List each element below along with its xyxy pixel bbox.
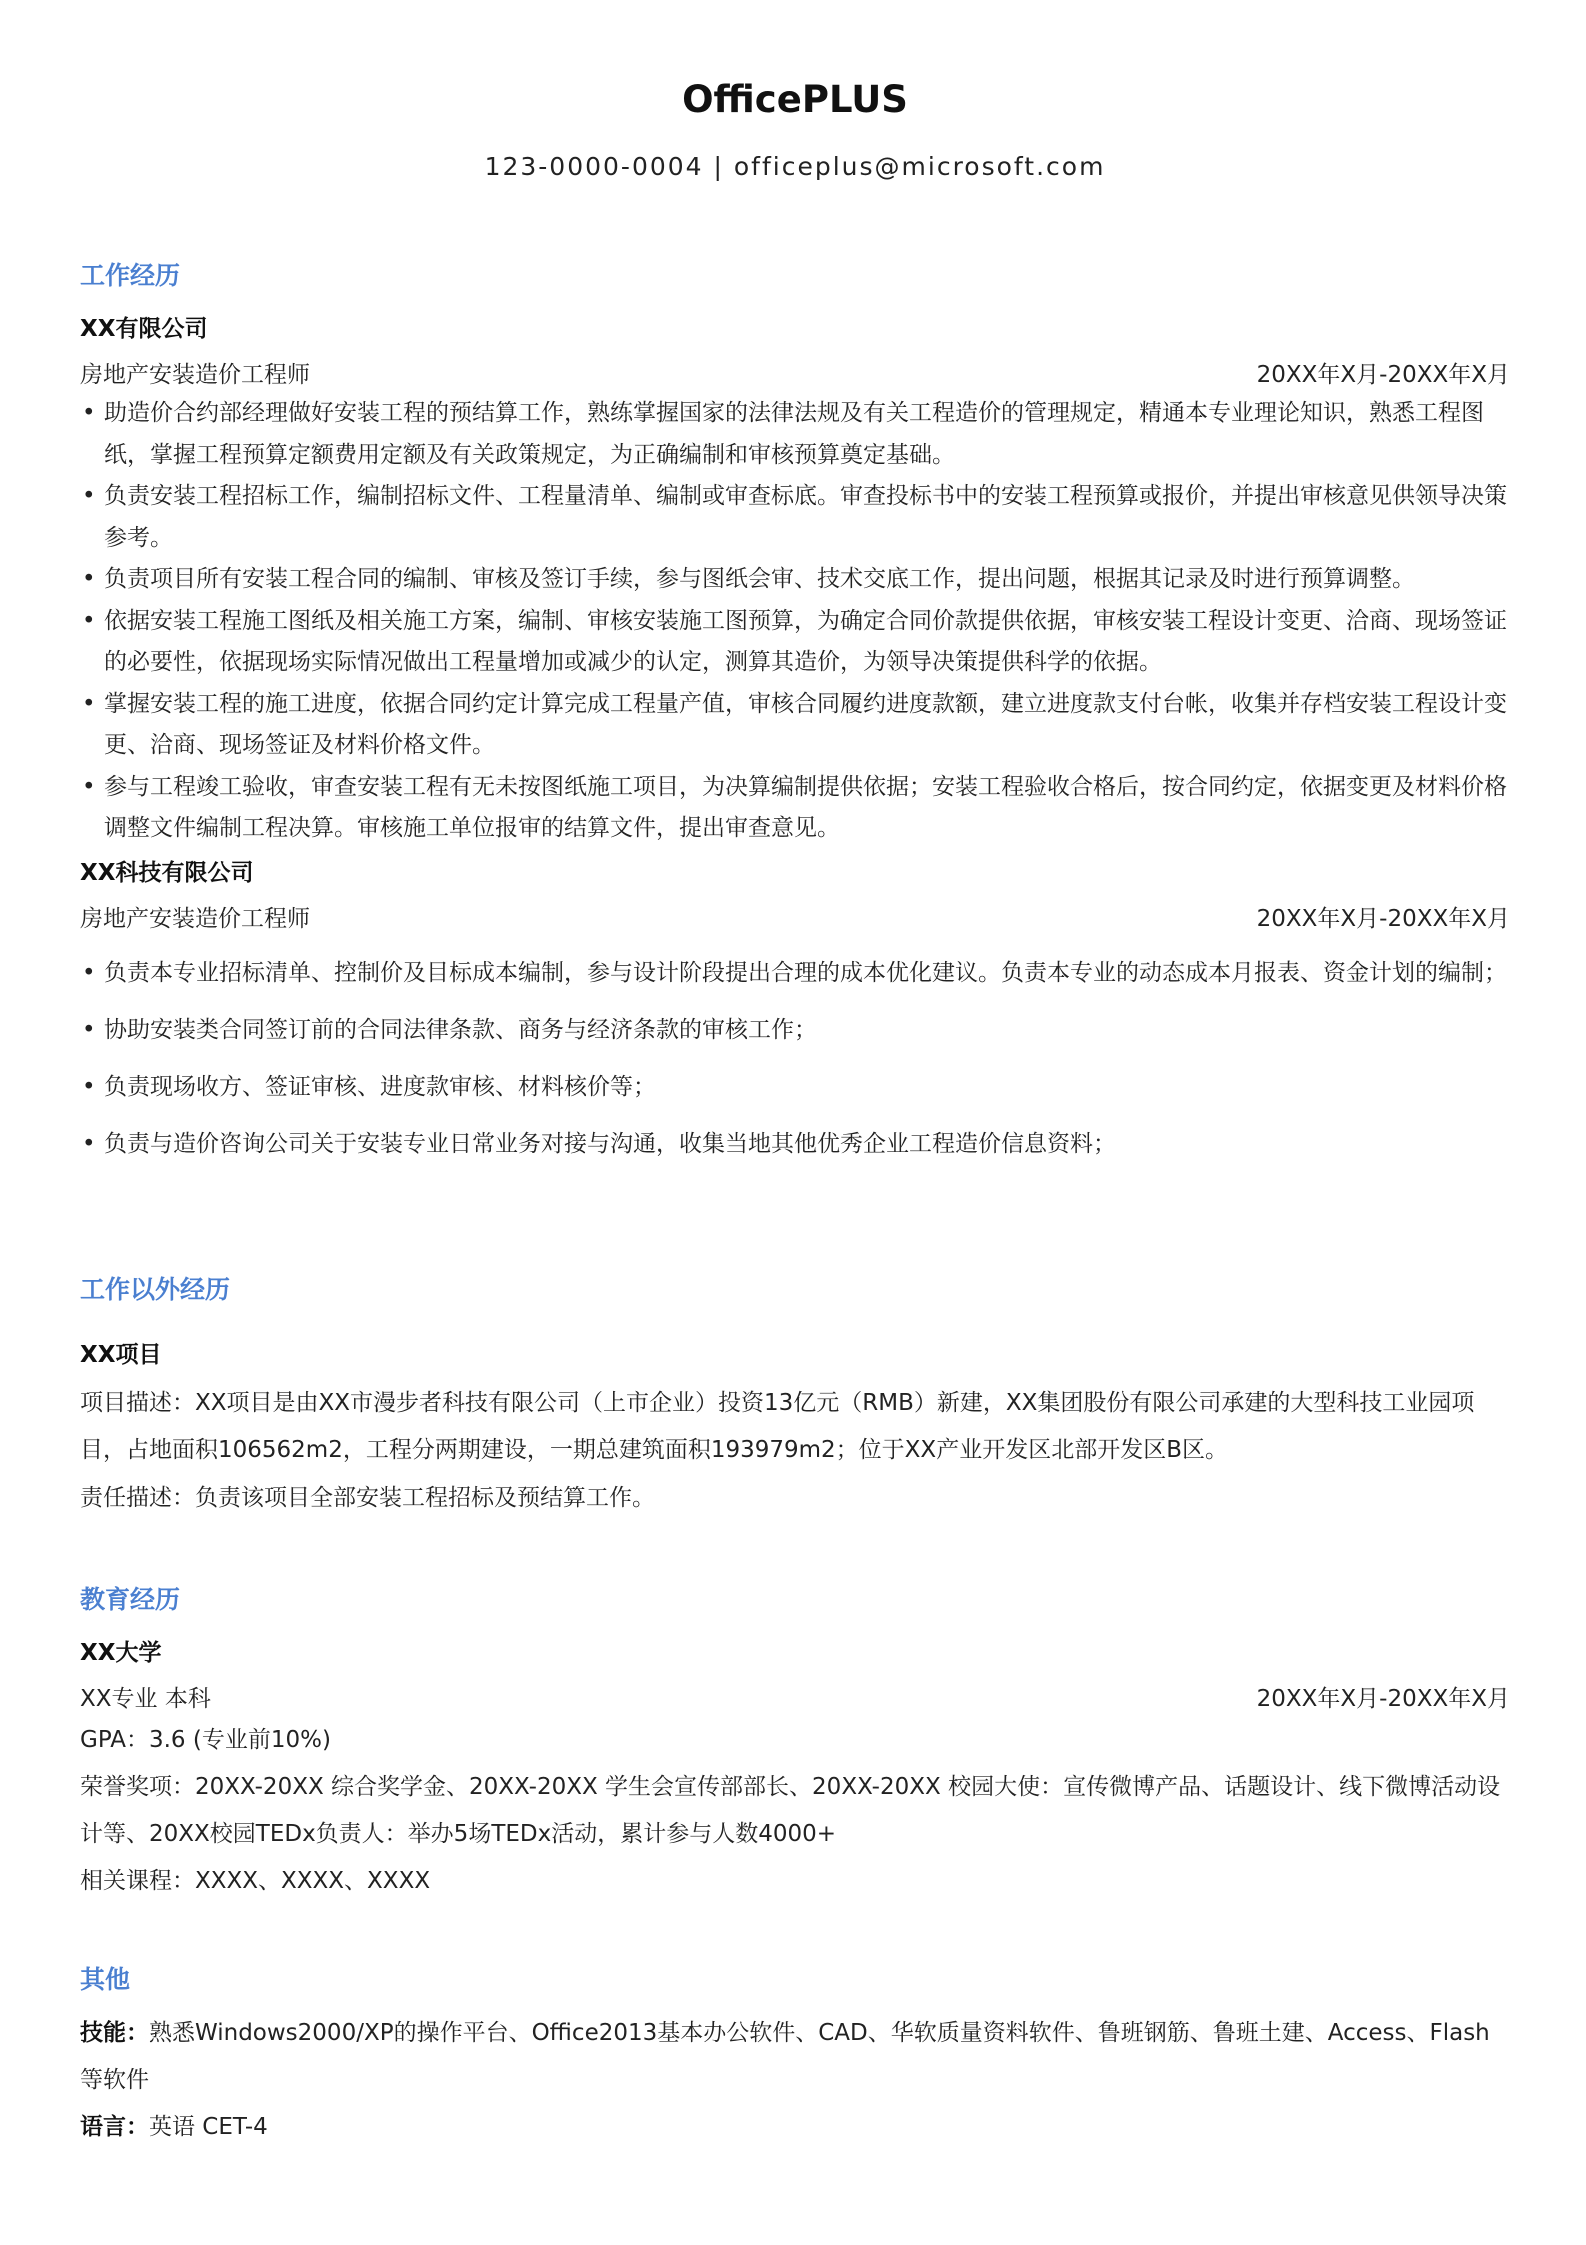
- job-role: 房地产安装造价工程师: [80, 906, 310, 932]
- candidate-name: OfficePLUS: [682, 78, 908, 121]
- bullet-item: • 负责项目所有安装工程合同的编制、审核及签订手续，参与图纸会审、技术交底工作，提出问题，根据其记录及时进行预算调整。: [80, 559, 1510, 601]
- bullet-item: • 依据安装工程施工图纸及相关施工方案，编制、审核安装施工图预算，为确定合同价款提供依据，审核安装工程设计变更、洽商、现场签证的必要性，依据现场实际情况做出工程量增加或减少的认定，测算其造价，为领导决策提供科学的依据。: [80, 601, 1510, 684]
- bullet-item: • 负责与造价咨询公司关于安装专业日常业务对接与沟通，收集当地其他优秀企业工程造价信息资料；: [80, 1121, 1510, 1168]
- bullet-item: • 负责本专业招标清单、控制价及目标成本编制，参与设计阶段提出合理的成本优化建议。负责本专业的动态成本月报表、资金计划的编制；: [80, 950, 1510, 997]
- job-period: 20XX年X月-20XX年X月: [1256, 906, 1510, 932]
- honors: 荣誉奖项：20XX-20XX 综合奖学金、20XX-20XX 学生会宣传部部长、20XX-20XX 校园大使：宣传微博产品、话题设计、线下微博活动设计等、20XX校园TEDx负责人：举办5场TEDx活动，累计参与人数4000+: [80, 1774, 1501, 1847]
- bullet-item: • 掌握安装工程的施工进度，依据合同约定计算完成工程量产值，审核合同履约进度款额，建立进度款支付台帐，收集并存档安装工程设计变更、洽商、现场签证及材料价格文件。: [80, 684, 1510, 767]
- language-text: 英语 CET-4: [149, 2114, 268, 2140]
- bullet-item: • 参与工程竣工验收，审查安装工程有无未按图纸施工项目，为决算编制提供依据；安装工程验收合格后，按合同约定，依据变更及材料价格调整文件编制工程决算。审核施工单位报审的结算文件，提出审查意见。: [80, 767, 1510, 850]
- gpa: GPA：3.6 (专业前10%): [80, 1727, 331, 1753]
- company-name: XX科技有限公司: [80, 860, 254, 886]
- company-name: XX有限公司: [80, 316, 208, 342]
- bullet-item: • 负责安装工程招标工作，编制招标文件、工程量清单、编制或审查标底。审查投标书中的安装工程预算或报价，并提出审核意见供领导决策参考。: [80, 476, 1510, 559]
- job-bullets: [80, 950, 1510, 1178]
- bullet-item: • 协助安装类合同签订前的合同法律条款、商务与经济条款的审核工作；: [80, 1007, 1510, 1054]
- project-description: 项目描述：XX项目是由XX市漫步者科技有限公司（上市企业）投资13亿元（RMB）新建，XX集团股份有限公司承建的大型科技工业园项目，占地面积106562m2，工程分两期建设，一期总建筑面积193979m2；位于XX产业开发区北部开发区B区。: [80, 1390, 1475, 1463]
- skills: [80, 2010, 1510, 2104]
- bullet-item: • 负责现场收方、签证审核、进度款审核、材料核价等；: [80, 1064, 1510, 1111]
- job-role-row: [80, 356, 1510, 389]
- skills-text: 熟悉Windows2000/XP的操作平台、Office2013基本办公软件、CAD、华软质量资料软件、鲁班钢筋、鲁班土建、Access、Flash等软件: [80, 2020, 1490, 2093]
- courses: 相关课程：XXXX、XXXX、XXXX: [80, 1868, 431, 1894]
- project-name: XX项目: [80, 1342, 162, 1368]
- job-bullets: [80, 393, 1510, 850]
- language-label: 语言：: [80, 2114, 149, 2140]
- job-role: 房地产安装造价工程师: [80, 362, 310, 388]
- project-duty: 责任描述：负责该项目全部安装工程招标及预结算工作。: [80, 1485, 655, 1511]
- section-title-work: 工作经历: [80, 261, 181, 290]
- job-period: 20XX年X月-20XX年X月: [1256, 362, 1510, 388]
- education-row: [80, 1680, 1510, 1713]
- major: XX专业 本科: [80, 1686, 211, 1712]
- section-title-other: 其他: [80, 1965, 131, 1994]
- education-period: 20XX年X月-20XX年X月: [1256, 1686, 1510, 1712]
- section-title-education: 教育经历: [80, 1585, 181, 1614]
- job-role-row: [80, 900, 1510, 933]
- contact-info: 123-0000-0004 | officeplus@microsoft.com: [484, 152, 1106, 181]
- skills-label: 技能：: [80, 2020, 149, 2046]
- school-name: XX大学: [80, 1640, 162, 1666]
- section-title-extra: 工作以外经历: [80, 1275, 231, 1304]
- bullet-item: • 助造价合约部经理做好安装工程的预结算工作，熟练掌握国家的法律法规及有关工程造价的管理规定，精通本专业理论知识，熟悉工程图纸，掌握工程预算定额费用定额及有关政策规定，为正确编制和审核预算奠定基础。: [80, 393, 1510, 476]
- language: [80, 2104, 1510, 2151]
